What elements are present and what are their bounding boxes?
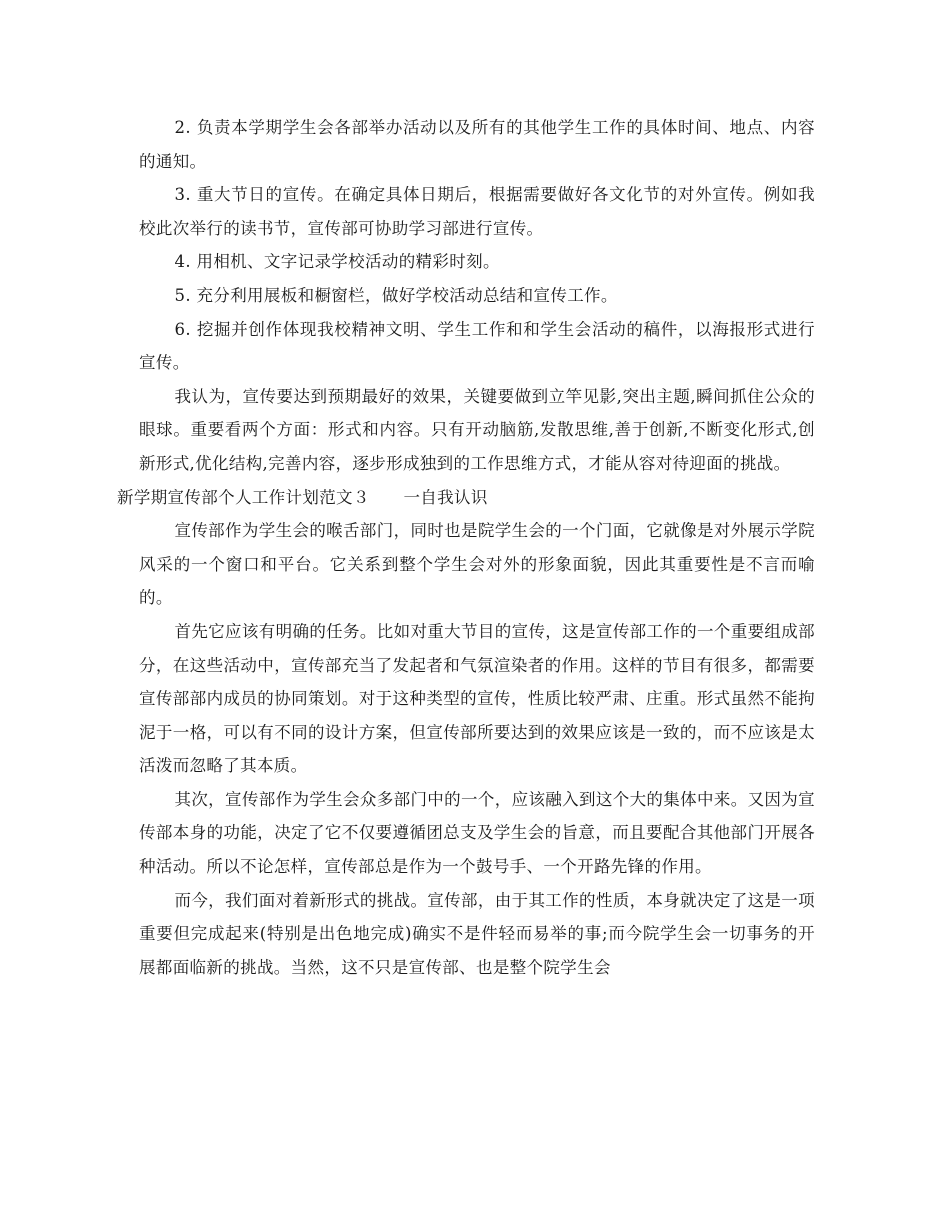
paragraph-item-5: 5. 充分利用展板和橱窗栏，做好学校活动总结和宣传工作。 [174,285,618,305]
paragraph-task: 首先它应该有明确的任务。比如对重大节目的宣传，这是宣传部工作的一个重要组成部分，在这些活动中，宣传部充当了发起者和气氛渲染者的作用。这样的节目有很多，都需要宣传部部内成员的协同策划。对于这种类型的宣传，性质比较严肃、庄重。形式虽然不能拘泥于一格，可以有不同的设计方案，但宣传部所要达到的效果应该是一致的，而不应该是太活泼而忽略了其本质。 [139,621,815,776]
paragraph-item-2: 2. 负责本学期学生会各部举办活动以及所有的其他学生工作的具体时间、地点、内容的通知。 [139,118,815,171]
paragraph-challenge: 而今，我们面对着新形式的挑战。宣传部，由于其工作的性质，本身就决定了这是一项重要但完成起来(特别是出色地完成)确实不是件轻而易举的事;而今院学生会一切事务的开展都面临新的挑战。当然，这不只是宣传部、也是整个院学生会 [139,890,815,977]
paragraph-item-3: 3. 重大节日的宣传。在确定具体日期后，根据需要做好各文化节的对外宣传。例如我校此次举行的读书节，宣传部可协助学习部进行宣传。 [139,185,815,238]
document-page [117,111,815,984]
paragraph-item-4: 4. 用相机、文字记录学校活动的精彩时刻。 [174,252,500,272]
section-heading: 新学期宣传部个人工作计划范文３ 一自我认识 [117,487,488,507]
paragraph-self-awareness: 宣传部作为学生会的喉舌部门，同时也是院学生会的一个门面，它就像是对外展示学院风采的一个窗口和平台。它关系到整个学生会对外的形象面貌，因此其重要性是不言而喻的。 [139,521,815,608]
paragraph-item-6: 6. 挖掘并创作体现我校精神文明、学生工作和和学生会活动的稿件，以海报形式进行宣传。 [139,319,815,373]
paragraph-opinion: 我认为，宣传要达到预期最好的效果，关键要做到立竿见影,突出主题,瞬间抓住公众的眼球。重要看两个方面：形式和内容。只有开动脑筋,发散思维,善于创新,不断变化形式,创新形式,优化结构,完善内容，逐步形成独到的工作思维方式，才能从容对待迎面的挑战。 [139,386,815,473]
paragraph-cooperation: 其次，宣传部作为学生会众多部门中的一个，应该融入到这个大的集体中来。又因为宣传部本身的功能，决定了它不仅要遵循团总支及学生会的旨意，而且要配合其他部门开展各种活动。所以不论怎样，宣传部总是作为一个鼓号手、一个开路先锋的作用。 [139,789,815,877]
